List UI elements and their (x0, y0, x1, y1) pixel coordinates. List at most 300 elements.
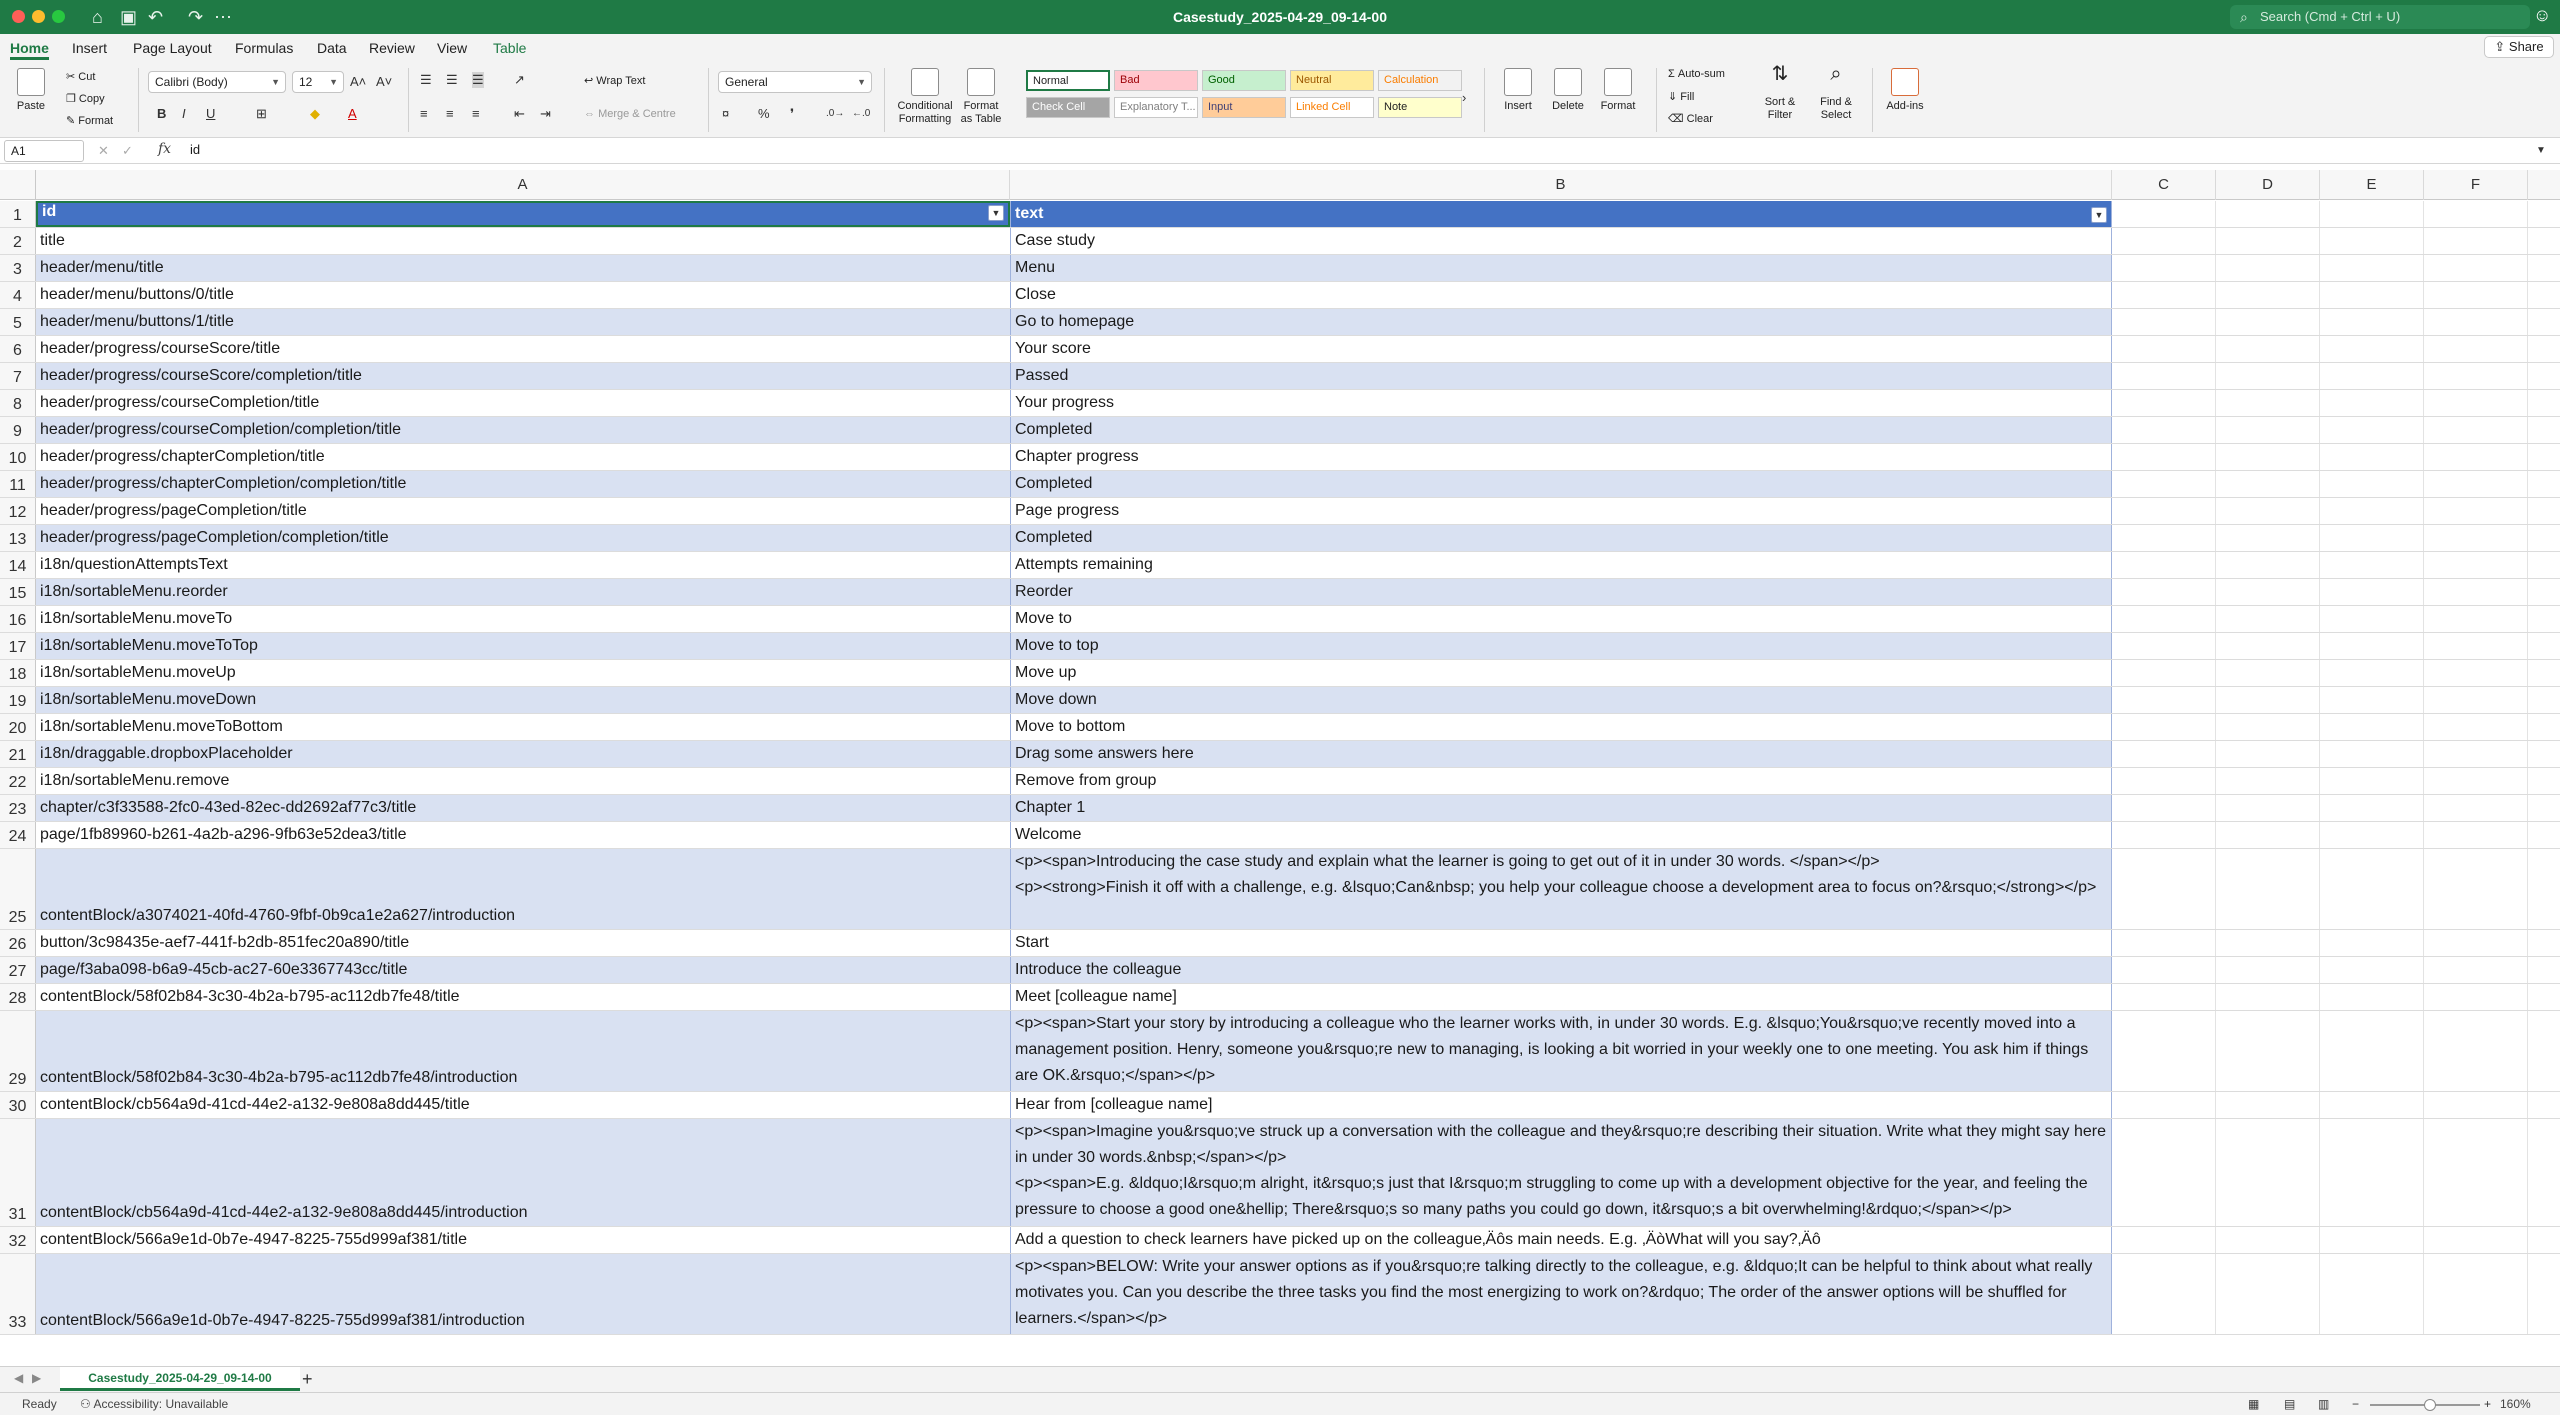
zoom-out-icon[interactable]: − (2352, 1397, 2360, 1411)
cell-style-normal[interactable]: Normal (1026, 70, 1110, 91)
cell-text[interactable] (1010, 687, 2112, 713)
tab-formulas[interactable]: Formulas (235, 40, 294, 56)
cell-id[interactable] (36, 957, 1010, 983)
tab-data[interactable]: Data (317, 40, 347, 56)
empty-cell[interactable] (2216, 1227, 2320, 1253)
select-all-corner[interactable] (0, 170, 36, 200)
row-number[interactable]: 28 (0, 984, 36, 1010)
row-number[interactable]: 14 (0, 552, 36, 578)
empty-cell[interactable] (2424, 552, 2528, 578)
cell-text[interactable] (1010, 768, 2112, 794)
empty-cell[interactable] (2112, 1011, 2216, 1091)
cell-style-check-cell[interactable]: Check Cell (1026, 97, 1110, 118)
cell-id[interactable] (36, 795, 1010, 821)
row-number[interactable]: 12 (0, 498, 36, 524)
cell-id[interactable] (36, 687, 1010, 713)
align-left-icon[interactable]: ≡ (420, 106, 428, 121)
empty-cell[interactable] (2216, 606, 2320, 632)
empty-cell[interactable] (2320, 390, 2424, 416)
empty-cell[interactable] (2112, 930, 2216, 956)
row-number[interactable]: 19 (0, 687, 36, 713)
row-number[interactable]: 11 (0, 471, 36, 497)
cell-id[interactable] (36, 309, 1010, 335)
empty-cell[interactable] (2424, 579, 2528, 605)
bold-icon[interactable]: B (157, 106, 167, 121)
increase-indent-icon[interactable]: ⇥ (540, 106, 551, 121)
increase-decimal-icon[interactable]: .0→ (826, 108, 845, 119)
empty-cell[interactable] (2216, 1119, 2320, 1226)
cell-id[interactable] (36, 606, 1010, 632)
empty-cell[interactable] (2112, 228, 2216, 254)
cell-text[interactable] (1010, 1227, 2112, 1253)
cell-id[interactable] (36, 444, 1010, 470)
cell-text[interactable] (1010, 579, 2112, 605)
empty-cell[interactable] (2320, 282, 2424, 308)
row-number[interactable]: 24 (0, 822, 36, 848)
empty-cell[interactable] (2112, 1092, 2216, 1118)
empty-cell[interactable] (2112, 498, 2216, 524)
empty-cell[interactable] (2216, 957, 2320, 983)
empty-cell[interactable] (2216, 336, 2320, 362)
empty-cell[interactable] (2112, 768, 2216, 794)
cell-id[interactable] (36, 768, 1010, 794)
clear-button[interactable] (1668, 112, 1713, 125)
cell-id[interactable] (36, 930, 1010, 956)
empty-cell[interactable] (2320, 1092, 2424, 1118)
underline-icon[interactable]: U (206, 106, 216, 121)
row-number[interactable]: 31 (0, 1119, 36, 1226)
cell-text[interactable] (1010, 795, 2112, 821)
empty-cell[interactable] (2216, 768, 2320, 794)
empty-cell[interactable] (2216, 444, 2320, 470)
cell-text[interactable] (1010, 957, 2112, 983)
empty-cell[interactable] (2112, 957, 2216, 983)
cell-id[interactable] (36, 336, 1010, 362)
tab-page-layout[interactable]: Page Layout (133, 40, 212, 56)
profile-icon[interactable]: ☺ (2533, 5, 2552, 25)
row-number[interactable]: 25 (0, 849, 36, 929)
empty-cell[interactable] (2216, 822, 2320, 848)
empty-cell[interactable] (2112, 633, 2216, 659)
row-number[interactable]: 8 (0, 390, 36, 416)
cell-id[interactable] (36, 1092, 1010, 1118)
share-button[interactable] (2484, 36, 2554, 58)
empty-cell[interactable] (2320, 417, 2424, 443)
empty-cell[interactable] (2320, 606, 2424, 632)
empty-cell[interactable] (2424, 201, 2528, 227)
decrease-indent-icon[interactable]: ⇤ (514, 106, 525, 121)
empty-cell[interactable] (2112, 1119, 2216, 1226)
tab-view[interactable]: View (437, 40, 468, 56)
empty-cell[interactable] (2112, 282, 2216, 308)
cell-id[interactable] (36, 1119, 1010, 1226)
cell-text[interactable] (1010, 660, 2112, 686)
cell-style-linked-cell[interactable]: Linked Cell (1290, 97, 1374, 118)
empty-cell[interactable] (2216, 417, 2320, 443)
empty-cell[interactable] (2216, 1092, 2320, 1118)
normal-view-icon[interactable]: ▦ (2248, 1397, 2260, 1411)
empty-cell[interactable] (2216, 849, 2320, 929)
row-number[interactable]: 33 (0, 1254, 36, 1334)
column-header-c[interactable]: C (2112, 170, 2216, 200)
row-number[interactable]: 3 (0, 255, 36, 281)
paste-button[interactable] (10, 68, 52, 113)
empty-cell[interactable] (2424, 282, 2528, 308)
cell-text[interactable] (1010, 984, 2112, 1010)
row-number[interactable]: 2 (0, 228, 36, 254)
empty-cell[interactable] (2320, 255, 2424, 281)
empty-cell[interactable] (2216, 390, 2320, 416)
cell-style-note[interactable]: Note (1378, 97, 1462, 118)
decrease-font-icon[interactable]: A˅ (376, 74, 393, 89)
empty-cell[interactable] (2424, 849, 2528, 929)
empty-cell[interactable] (2112, 525, 2216, 551)
insert-cells-button[interactable] (1494, 68, 1542, 113)
empty-cell[interactable] (2424, 741, 2528, 767)
row-number[interactable]: 17 (0, 633, 36, 659)
empty-cell[interactable] (2216, 282, 2320, 308)
cell-text[interactable] (1010, 255, 2112, 281)
more-icon[interactable]: ⋯ (214, 7, 232, 27)
empty-cell[interactable] (2424, 984, 2528, 1010)
empty-cell[interactable] (2216, 498, 2320, 524)
empty-cell[interactable] (2112, 552, 2216, 578)
cell-id[interactable] (36, 390, 1010, 416)
column-header-a[interactable]: A (36, 170, 1010, 200)
empty-cell[interactable] (2320, 741, 2424, 767)
empty-cell[interactable] (2320, 1227, 2424, 1253)
tab-home[interactable]: Home (10, 38, 49, 60)
empty-cell[interactable] (2424, 1119, 2528, 1226)
cell-text[interactable] (1010, 498, 2112, 524)
find-select-button[interactable] (1808, 63, 1864, 122)
empty-cell[interactable] (2216, 552, 2320, 578)
cell-text[interactable] (1010, 282, 2112, 308)
empty-cell[interactable] (2216, 741, 2320, 767)
cell-text[interactable] (1010, 714, 2112, 740)
cell-text[interactable] (1010, 228, 2112, 254)
empty-cell[interactable] (2424, 1254, 2528, 1334)
number-format-select[interactable] (718, 71, 872, 93)
cell-id[interactable] (36, 579, 1010, 605)
comma-icon[interactable]: ❜ (790, 106, 795, 121)
empty-cell[interactable] (2112, 336, 2216, 362)
redo-icon[interactable]: ↷ (188, 7, 204, 27)
next-sheet-icon[interactable]: ▶ (32, 1371, 42, 1385)
row-number[interactable]: 16 (0, 606, 36, 632)
cell-id[interactable] (36, 498, 1010, 524)
confirm-icon[interactable]: ✓ (122, 143, 133, 158)
empty-cell[interactable] (2424, 525, 2528, 551)
delete-cells-button[interactable] (1544, 68, 1592, 113)
cell-text[interactable] (1010, 822, 2112, 848)
align-center-icon[interactable]: ≡ (446, 106, 454, 121)
gallery-next-icon[interactable]: › (1462, 90, 1467, 105)
cell-id[interactable] (36, 1227, 1010, 1253)
empty-cell[interactable] (2320, 1011, 2424, 1091)
row-number[interactable]: 21 (0, 741, 36, 767)
borders-icon[interactable]: ⊞ (256, 106, 267, 121)
cell-text[interactable] (1010, 1011, 2112, 1091)
page-break-view-icon[interactable]: ▥ (2318, 1397, 2330, 1411)
empty-cell[interactable] (2424, 363, 2528, 389)
wrap-text-button[interactable] (584, 74, 645, 87)
empty-cell[interactable] (2216, 309, 2320, 335)
cell-text[interactable] (1010, 471, 2112, 497)
save-icon[interactable]: ▣ (120, 7, 138, 27)
empty-cell[interactable] (2216, 984, 2320, 1010)
empty-cell[interactable] (2112, 417, 2216, 443)
empty-cell[interactable] (2424, 930, 2528, 956)
format-cells-button[interactable] (1594, 68, 1642, 113)
empty-cell[interactable] (2112, 471, 2216, 497)
empty-cell[interactable] (2424, 417, 2528, 443)
empty-cell[interactable] (2424, 228, 2528, 254)
cell-id[interactable] (36, 525, 1010, 551)
empty-cell[interactable] (2424, 309, 2528, 335)
empty-cell[interactable] (2424, 795, 2528, 821)
empty-cell[interactable] (2216, 525, 2320, 551)
cell-text[interactable] (1010, 606, 2112, 632)
cell-id[interactable] (36, 1254, 1010, 1334)
zoom-in-icon[interactable]: + (2484, 1397, 2492, 1411)
empty-cell[interactable] (2424, 768, 2528, 794)
font-color-icon[interactable]: A (348, 106, 357, 121)
cell-id[interactable] (36, 714, 1010, 740)
undo-icon[interactable]: ↶ (148, 7, 164, 27)
font-name-select[interactable] (148, 71, 286, 93)
row-number[interactable]: 23 (0, 795, 36, 821)
empty-cell[interactable] (2216, 795, 2320, 821)
empty-cell[interactable] (2320, 228, 2424, 254)
empty-cell[interactable] (2216, 687, 2320, 713)
empty-cell[interactable] (2424, 957, 2528, 983)
empty-cell[interactable] (2424, 1011, 2528, 1091)
empty-cell[interactable] (2424, 660, 2528, 686)
empty-cell[interactable] (2320, 471, 2424, 497)
empty-cell[interactable] (2320, 822, 2424, 848)
cell-id[interactable] (36, 471, 1010, 497)
row-number[interactable]: 15 (0, 579, 36, 605)
cell-text[interactable] (1010, 201, 2112, 227)
addins-button[interactable] (1880, 68, 1930, 113)
page-layout-view-icon[interactable]: ▤ (2284, 1397, 2296, 1411)
cell-text[interactable] (1010, 417, 2112, 443)
sort-filter-button[interactable] (1752, 63, 1808, 122)
align-middle-icon[interactable]: ☰ (446, 72, 458, 87)
empty-cell[interactable] (2424, 822, 2528, 848)
cut-button[interactable] (66, 70, 95, 83)
empty-cell[interactable] (2112, 687, 2216, 713)
column-header-d[interactable]: D (2216, 170, 2320, 200)
cell-text[interactable] (1010, 336, 2112, 362)
empty-cell[interactable] (2424, 444, 2528, 470)
empty-cell[interactable] (2112, 822, 2216, 848)
row-number[interactable]: 6 (0, 336, 36, 362)
home-icon[interactable]: ⌂ (92, 7, 103, 27)
tab-insert[interactable]: Insert (72, 40, 108, 56)
autosum-button[interactable] (1668, 68, 1725, 80)
cell-style-explanatory-t[interactable]: Explanatory T... (1114, 97, 1198, 118)
row-number[interactable]: 4 (0, 282, 36, 308)
column-header-e[interactable]: E (2320, 170, 2424, 200)
expand-formula-icon[interactable]: ▼ (2536, 145, 2546, 156)
filter-dropdown-icon[interactable]: ▼ (988, 205, 1004, 221)
empty-cell[interactable] (2112, 201, 2216, 227)
row-number[interactable]: 9 (0, 417, 36, 443)
tab-review[interactable]: Review (369, 40, 415, 56)
search-input[interactable] (2230, 5, 2530, 29)
cell-id[interactable] (36, 1011, 1010, 1091)
empty-cell[interactable] (2320, 849, 2424, 929)
empty-cell[interactable] (2424, 498, 2528, 524)
row-number[interactable]: 18 (0, 660, 36, 686)
fill-color-icon[interactable]: ◆ (310, 106, 320, 121)
empty-cell[interactable] (2424, 1227, 2528, 1253)
cell-style-input[interactable]: Input (1202, 97, 1286, 118)
empty-cell[interactable] (2216, 714, 2320, 740)
empty-cell[interactable] (2216, 255, 2320, 281)
empty-cell[interactable] (2112, 1254, 2216, 1334)
empty-cell[interactable] (2424, 714, 2528, 740)
row-number[interactable]: 1 (0, 201, 36, 227)
cell-text[interactable] (1010, 633, 2112, 659)
cell-id[interactable] (36, 660, 1010, 686)
row-number[interactable]: 32 (0, 1227, 36, 1253)
empty-cell[interactable] (2424, 390, 2528, 416)
cell-text[interactable] (1010, 1254, 2112, 1334)
align-right-icon[interactable]: ≡ (472, 106, 480, 121)
cell-id[interactable] (36, 228, 1010, 254)
currency-icon[interactable]: ¤ (722, 106, 730, 121)
cell-id[interactable] (36, 417, 1010, 443)
empty-cell[interactable] (2320, 768, 2424, 794)
row-number[interactable]: 30 (0, 1092, 36, 1118)
empty-cell[interactable] (2320, 579, 2424, 605)
empty-cell[interactable] (2112, 741, 2216, 767)
orientation-icon[interactable]: ↗ (514, 72, 525, 87)
cell-text[interactable] (1010, 390, 2112, 416)
tab-table[interactable]: Table (493, 40, 527, 56)
empty-cell[interactable] (2320, 309, 2424, 335)
cancel-icon[interactable]: ✕ (98, 143, 109, 158)
empty-cell[interactable] (2112, 255, 2216, 281)
empty-cell[interactable] (2112, 984, 2216, 1010)
function-icon[interactable]: fx (158, 141, 172, 157)
prev-sheet-icon[interactable]: ◀ (14, 1371, 24, 1385)
cell-text[interactable] (1010, 1119, 2112, 1226)
cell-text[interactable] (1010, 444, 2112, 470)
cell-id[interactable] (36, 633, 1010, 659)
cell-id[interactable] (36, 282, 1010, 308)
empty-cell[interactable] (2112, 849, 2216, 929)
formula-input[interactable]: id (190, 142, 201, 157)
cell-id[interactable] (36, 255, 1010, 281)
empty-cell[interactable] (2216, 471, 2320, 497)
font-size-select[interactable] (292, 71, 344, 93)
column-header-f[interactable]: F (2424, 170, 2528, 200)
empty-cell[interactable] (2112, 390, 2216, 416)
accessibility-status[interactable] (80, 1397, 228, 1411)
empty-cell[interactable] (2320, 957, 2424, 983)
empty-cell[interactable] (2320, 444, 2424, 470)
cell-id[interactable] (36, 822, 1010, 848)
empty-cell[interactable] (2216, 201, 2320, 227)
empty-cell[interactable] (2112, 1227, 2216, 1253)
name-box[interactable]: A1 (4, 140, 84, 162)
align-bottom-icon[interactable]: ☰ (472, 72, 484, 87)
decrease-decimal-icon[interactable]: ←.0 (852, 108, 871, 119)
empty-cell[interactable] (2424, 1092, 2528, 1118)
empty-cell[interactable] (2320, 201, 2424, 227)
empty-cell[interactable] (2424, 606, 2528, 632)
empty-cell[interactable] (2112, 606, 2216, 632)
italic-icon[interactable]: I (182, 106, 186, 121)
fill-button[interactable] (1668, 90, 1694, 103)
format-as-table-button[interactable] (958, 68, 1004, 126)
merge-centre-button[interactable] (584, 108, 676, 120)
empty-cell[interactable] (2320, 498, 2424, 524)
cell-text[interactable] (1010, 309, 2112, 335)
empty-cell[interactable] (2216, 579, 2320, 605)
empty-cell[interactable] (2424, 633, 2528, 659)
row-number[interactable]: 26 (0, 930, 36, 956)
row-number[interactable]: 22 (0, 768, 36, 794)
empty-cell[interactable] (2112, 579, 2216, 605)
empty-cell[interactable] (2216, 228, 2320, 254)
empty-cell[interactable] (2112, 714, 2216, 740)
empty-cell[interactable] (2320, 714, 2424, 740)
empty-cell[interactable] (2424, 336, 2528, 362)
cell-text[interactable] (1010, 741, 2112, 767)
cell-id[interactable] (36, 984, 1010, 1010)
row-number[interactable]: 27 (0, 957, 36, 983)
empty-cell[interactable] (2112, 795, 2216, 821)
format-painter-button[interactable] (66, 114, 113, 127)
empty-cell[interactable] (2320, 660, 2424, 686)
percent-icon[interactable]: % (758, 106, 770, 121)
cell-id[interactable] (36, 849, 1010, 929)
align-top-icon[interactable]: ☰ (420, 72, 432, 87)
cell-style-good[interactable]: Good (1202, 70, 1286, 91)
cell-id[interactable] (36, 552, 1010, 578)
cell-style-bad[interactable]: Bad (1114, 70, 1198, 91)
empty-cell[interactable] (2216, 363, 2320, 389)
empty-cell[interactable] (2216, 660, 2320, 686)
cell-text[interactable] (1010, 552, 2112, 578)
empty-cell[interactable] (2320, 795, 2424, 821)
cell-style-neutral[interactable]: Neutral (1290, 70, 1374, 91)
cell-text[interactable] (1010, 849, 2112, 929)
empty-cell[interactable] (2320, 552, 2424, 578)
empty-cell[interactable] (2112, 444, 2216, 470)
empty-cell[interactable] (2112, 309, 2216, 335)
empty-cell[interactable] (2320, 525, 2424, 551)
empty-cell[interactable] (2216, 1011, 2320, 1091)
empty-cell[interactable] (2320, 1254, 2424, 1334)
cell-text[interactable] (1010, 525, 2112, 551)
empty-cell[interactable] (2320, 687, 2424, 713)
empty-cell[interactable] (2320, 363, 2424, 389)
copy-button[interactable] (66, 92, 105, 105)
empty-cell[interactable] (2424, 255, 2528, 281)
increase-font-icon[interactable]: A˄ (350, 74, 367, 89)
empty-cell[interactable] (2320, 1119, 2424, 1226)
filter-dropdown-icon[interactable]: ▼ (2091, 207, 2107, 223)
empty-cell[interactable] (2320, 633, 2424, 659)
cell-id[interactable] (36, 201, 1010, 227)
conditional-formatting-button[interactable] (892, 68, 958, 126)
